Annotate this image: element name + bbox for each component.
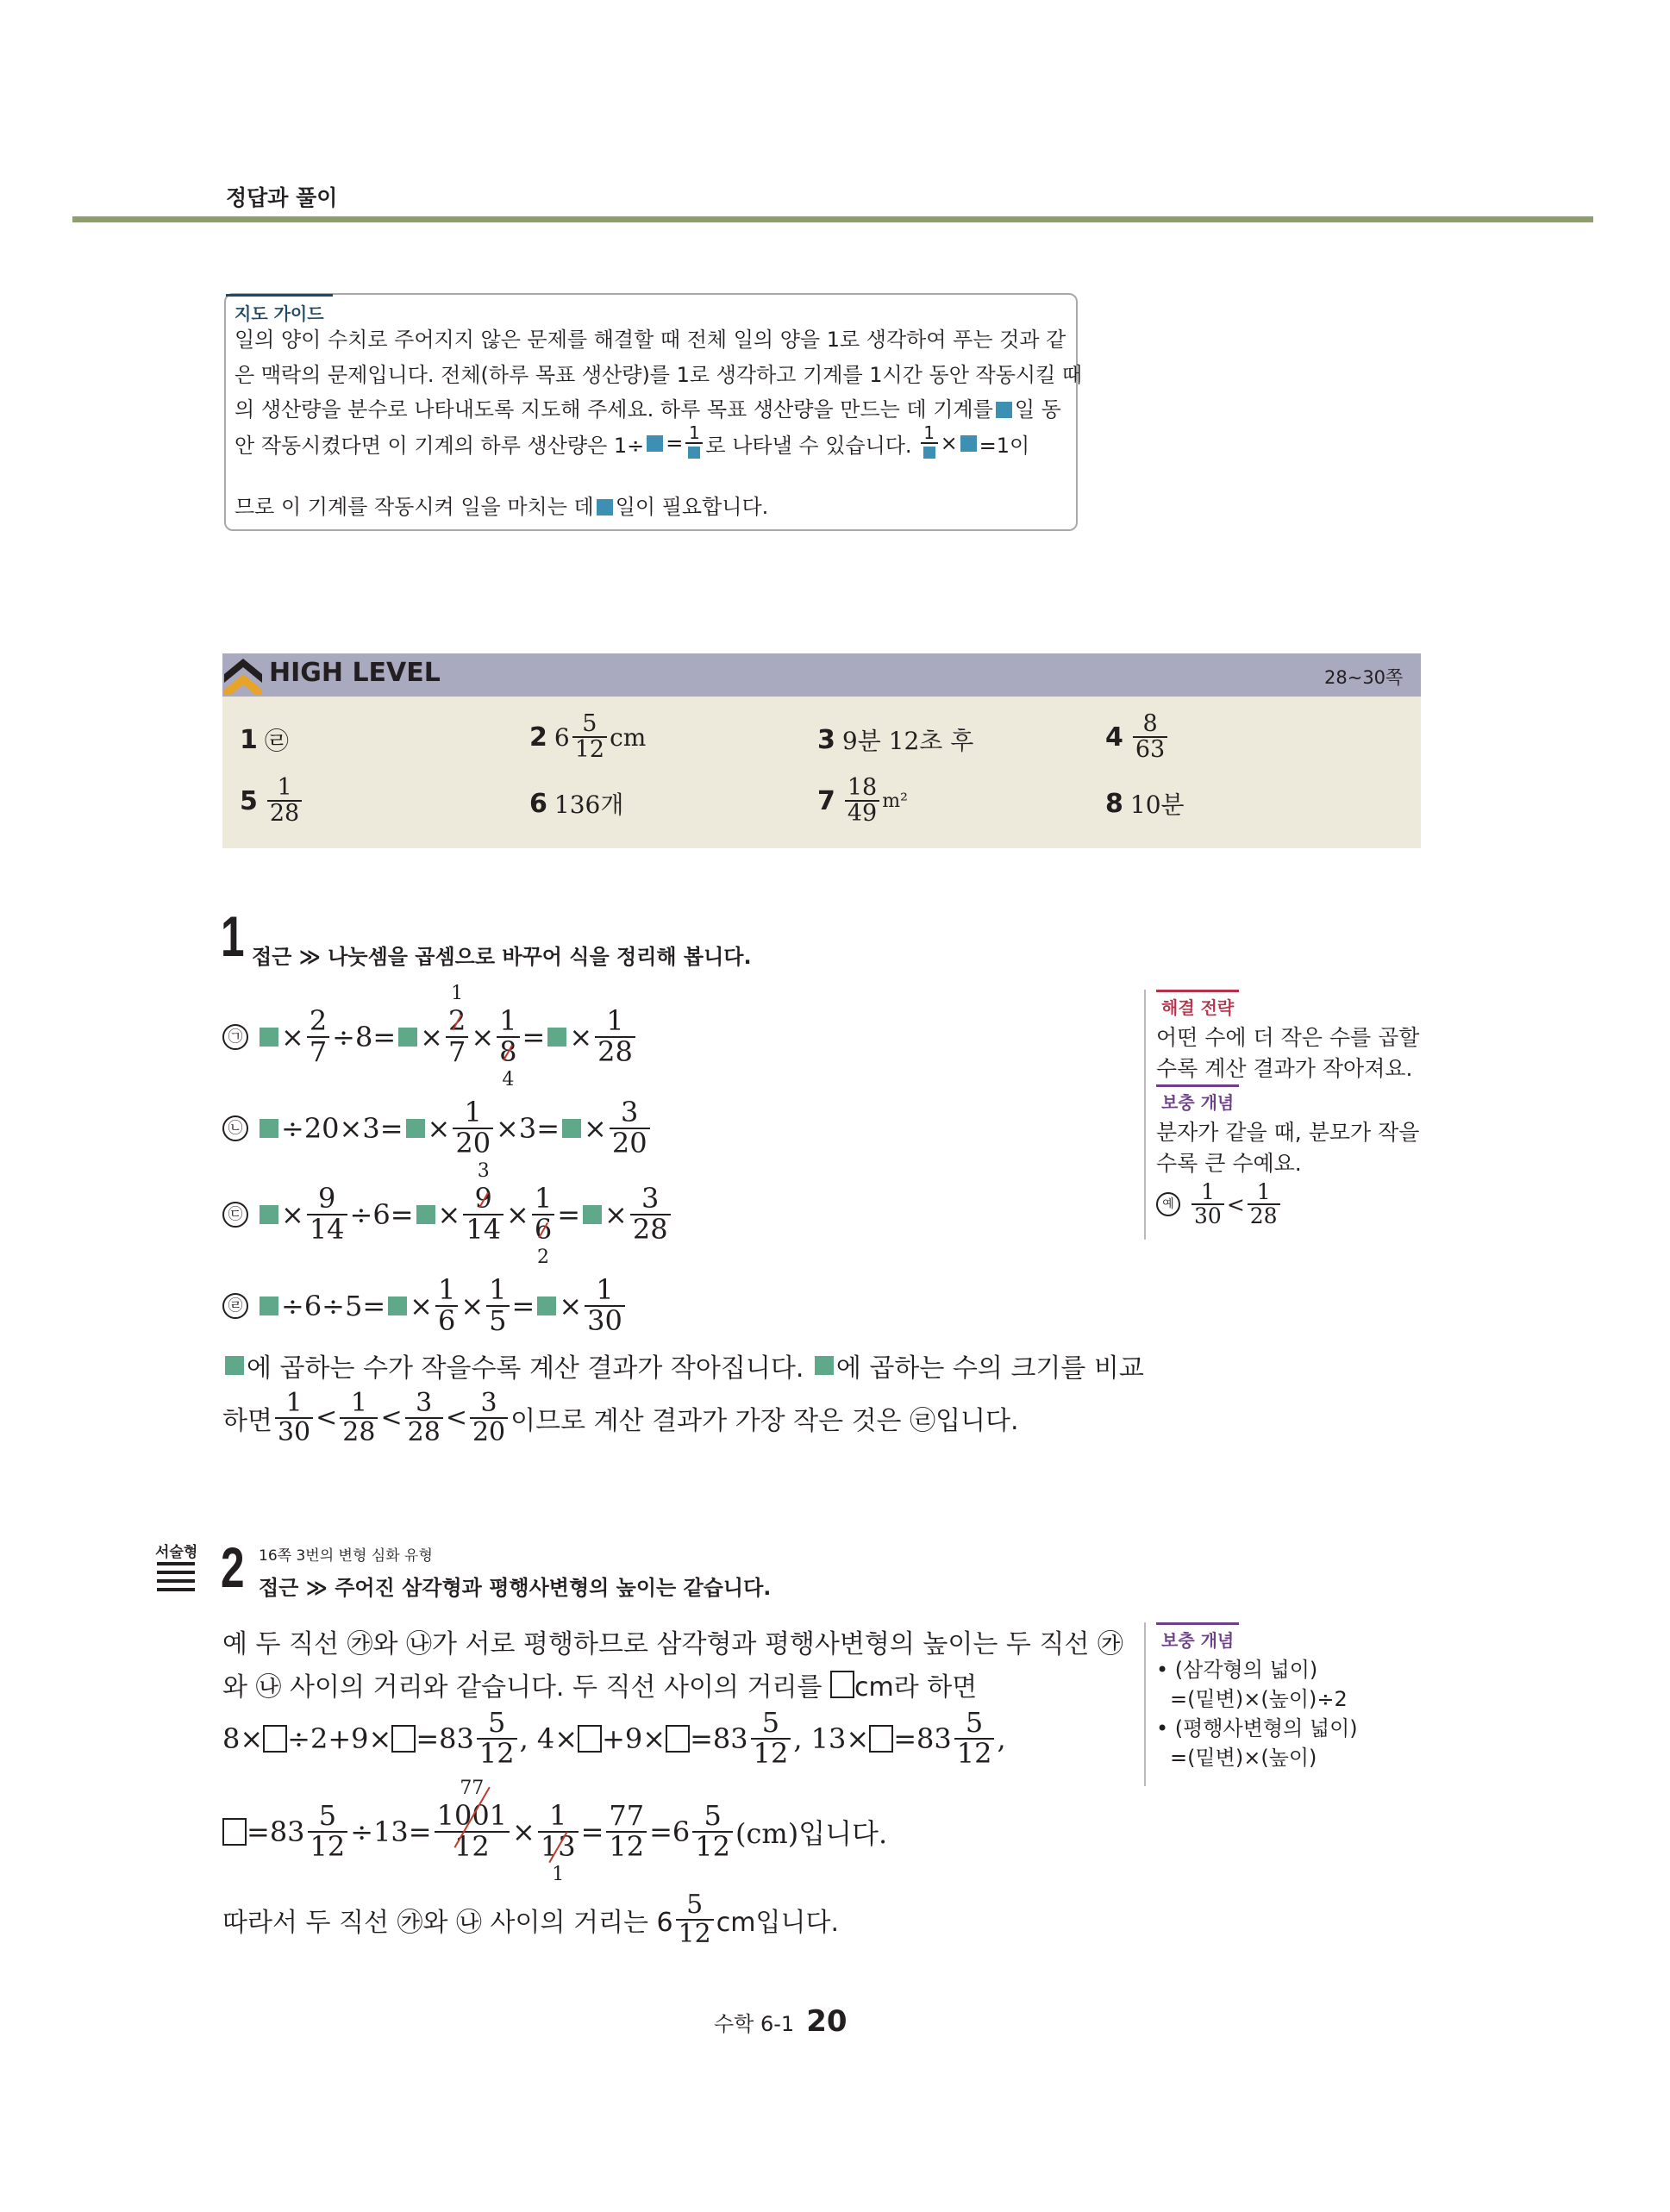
problem-1-number: 1 <box>221 904 245 968</box>
square-icon <box>562 1119 581 1138</box>
problem-2-source: 16쪽 3번의 변형 심화 유형 <box>259 1547 433 1565</box>
guide-line-1: 일의 양이 수치로 주어지지 않은 문제를 해결할 때 전체 일의 양을 1로 생각하여 푸는 것과 같 <box>235 328 1066 352</box>
square-icon <box>260 1119 278 1138</box>
square-icon <box>583 1205 602 1224</box>
page-number: 20 <box>806 2004 848 2039</box>
answer-7: 7 $\frac{18}{49}$ m² <box>817 774 908 828</box>
equation-2-1: 8× ÷2+9× =83 $\frac{5}{12}$ , 4× +9× =83 $\frac{5}{12}$ , 13× =83 $\frac{5}{12}$ , <box>222 1706 1006 1770</box>
problem-1-approach: 접근 ≫ 나눗셈을 곱셈으로 바꾸어 식을 정리해 봅니다. <box>252 945 752 969</box>
equation-b: ㉡ ÷20×3= × $\frac{1}{20}$ ×3= × $\frac{3}{20}$ <box>222 1098 653 1158</box>
square-icon <box>406 1119 425 1138</box>
square-icon <box>547 1028 566 1047</box>
equation-a: ㉠ × $\frac{2}{7}$ ÷8= × 1 2 7 × 1 8 4 = × $\frac{1}{28}$ <box>222 1007 638 1066</box>
fraction: 1 <box>921 424 938 462</box>
answer-3: 3 9분 12초 후 <box>817 724 974 755</box>
answer-2: 2 6 $\frac{5}{12}$ cm <box>529 710 647 764</box>
high-level-title: HIGH LEVEL <box>269 658 441 688</box>
problem-2-number: 2 <box>221 1535 245 1599</box>
equation-c: ㉢ × $\frac{9}{14}$ ÷6= × 3 9 14 × 1 6 2 = × $\frac{3}{28}$ <box>222 1184 673 1244</box>
page-header-title: 정답과 풀이 <box>226 185 338 210</box>
lines-icon <box>157 1560 195 1595</box>
chevron-up-icon <box>222 655 264 695</box>
square-icon <box>647 435 663 452</box>
page-footer <box>714 2004 848 2039</box>
square-icon <box>815 1356 834 1375</box>
fraction: 1 <box>685 424 703 462</box>
header-divider <box>72 216 1593 222</box>
answer-6: 6 136개 <box>529 788 624 819</box>
badge-descriptive: 서술형 <box>155 1544 198 1561</box>
problem-2-line-1: 예 두 직선 ㉮와 ㉯가 서로 평행하므로 삼각형과 평행사변형의 높이는 두 직선 ㉮ <box>222 1629 1123 1659</box>
problem-2-approach: 접근 ≫ 주어진 삼각형과 평행사변형의 높이는 같습니다. <box>259 1576 772 1600</box>
square-icon <box>996 402 1012 418</box>
square-icon <box>260 1297 278 1315</box>
square-icon <box>923 447 935 459</box>
guide-tab: 지도 가이드 <box>226 294 333 327</box>
square-icon <box>225 1356 244 1375</box>
square-icon <box>416 1205 435 1224</box>
problem-2-line-2: 와 ㉯ 사이의 거리와 같습니다. 두 직선 사이의 거리를 cm라 하면 <box>222 1672 978 1703</box>
answer-4: 4 $\frac{8}{63}$ <box>1105 712 1170 763</box>
problem-1-text-1: 에 곱하는 수가 작을수록 계산 결과가 작아집니다. 에 곱하는 수의 크기를 비교 <box>222 1347 1144 1384</box>
high-level-pages: 28∼30쪽 <box>1324 667 1404 688</box>
equation-2-2: =83 $\frac{5}{12}$ ÷13= 77 1001 12 × 1 13 1 = $\frac{77}{12}$ =6 $\frac{5}{12}$ (cm)입니다. <box>222 1802 887 1861</box>
answer-8: 8 10분 <box>1105 788 1185 819</box>
problem-1-text-2: 하면 $\frac{1}{30}$ < $\frac{1}{28}$ < $\frac{3}{28}$ < $\frac{3}{20}$ 이므로 계산 결과가 가장 작은 것은 ㉣입니다. <box>222 1388 1019 1447</box>
answer-1: 1 ㉣ <box>240 724 289 755</box>
square-icon <box>260 1028 278 1047</box>
problem-2-conclusion: 따라서 두 직선 ㉮와 ㉯ 사이의 거리는 6 $\frac{5}{12}$ cm입니다. <box>222 1890 839 1949</box>
answer-5: 5 $\frac{1}{28}$ <box>240 776 304 827</box>
guide-line-3: 의 생산량을 분수로 나타내도록 지도해 주세요. 하루 목표 생산량을 만드는 데 기계를 일 동 <box>235 397 1061 422</box>
square-icon <box>398 1028 417 1047</box>
square-icon <box>260 1205 278 1224</box>
square-icon <box>688 447 700 459</box>
guide-line-4: 안 작동시켰다면 이 기계의 하루 생산량은 1÷ = 1 로 나타낼 수 있습니다. 1 × =1이 <box>235 424 1029 462</box>
footer-subject: 수학 6-1 <box>714 2012 795 2036</box>
side-note-strategy: 해결 전략 어떤 수에 더 작은 수를 곱할수록 계산 결과가 작아져요. 보충 개념 분자가 같을 때, 분모가 작을수록 큰 수예요. 예 $\frac{1}{30}$ < $\frac{1}{28}$ <box>1144 990 1429 1240</box>
square-icon <box>597 499 613 516</box>
side-note-concept: 보충 개념 • (삼각형의 넓이) =(밑변)×(높이)÷2 • (평행사변형의 넓이) =(밑변)×(높이) <box>1144 1622 1429 1786</box>
square-icon <box>388 1297 407 1315</box>
equation-d: ㉣ ÷6÷5= × $\frac{1}{6}$ × $\frac{1}{5}$ = × $\frac{1}{30}$ <box>222 1276 628 1335</box>
guide-line-5: 므로 이 기계를 작동시켜 일을 마치는 데 일이 필요합니다. <box>235 495 769 519</box>
square-icon <box>960 435 977 452</box>
guide-line-2: 은 맥락의 문제입니다. 전체(하루 목표 생산량)를 1로 생각하고 기계를 1시간 동안 작동시킬 때 <box>235 363 1083 387</box>
square-icon <box>537 1297 556 1315</box>
blank-box <box>830 1671 854 1698</box>
